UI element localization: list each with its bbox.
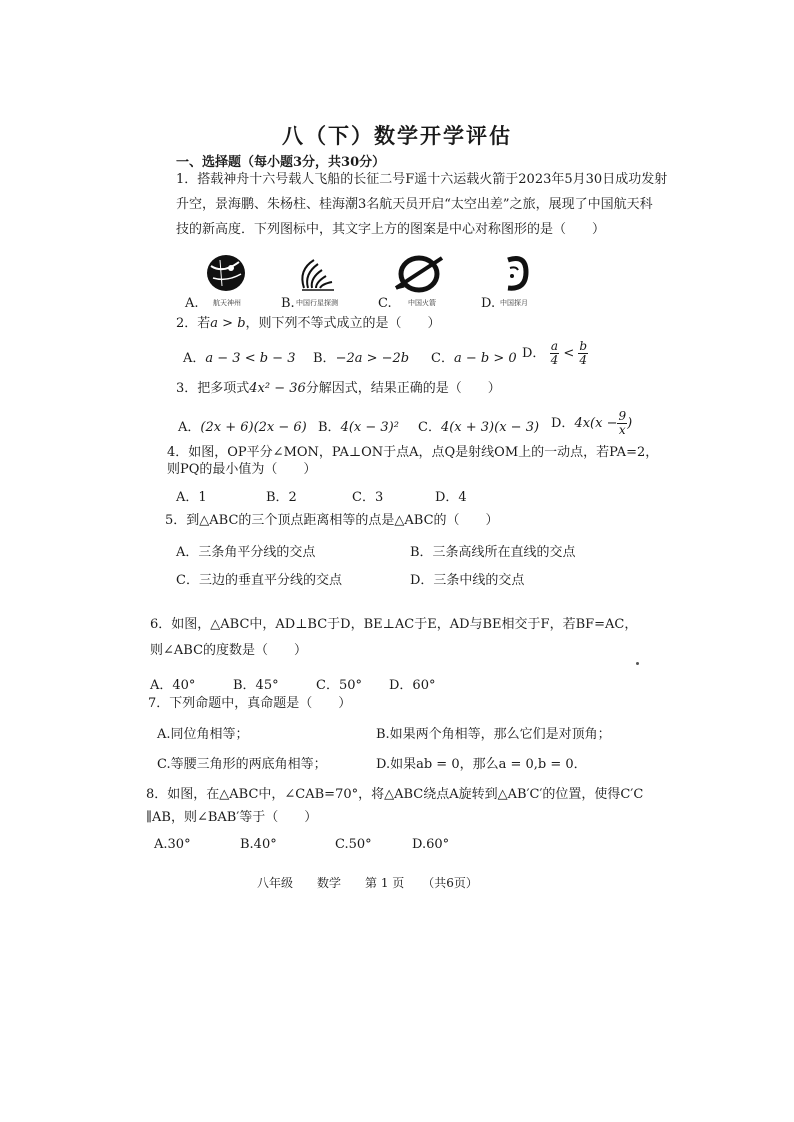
q6-line1: 6．如图，△ABC中，AD⊥BC于D，BE⊥AC于E，AD与BE相交于F，若BF=AC，: [150, 617, 638, 632]
q2-option-c: [431, 347, 517, 366]
q2-stem-math: a > b: [210, 316, 246, 331]
q2-stem: [176, 316, 441, 332]
q2-stem-prefix: 2．若: [176, 316, 211, 331]
q1-option-a-label: A.: [185, 296, 199, 311]
section-heading: 一、选择题（每小题3分，共30分）: [176, 155, 386, 170]
q3-option-d-label: D．: [551, 416, 575, 431]
q3-option-d-frac: $\frac{9}{x}$: [618, 409, 627, 437]
q3-stem-prefix: 3．把多项式: [176, 381, 250, 396]
q5-option-b: B．三条高线所在直线的交点: [410, 545, 576, 560]
q3-option-a: [178, 416, 307, 435]
q6-option-c: C．50°: [316, 678, 362, 693]
q6-option-b: B．45°: [233, 678, 279, 693]
q5-option-a: A．三条角平分线的交点: [176, 545, 316, 560]
logo-c-icon: [394, 252, 444, 300]
q1-option-c-label: C.: [378, 296, 392, 311]
q2-option-d-label: D．: [522, 346, 546, 361]
q7-option-d: D.如果ab = 0，那么a = 0,b = 0．: [376, 757, 587, 772]
page-title: 八（下）数学开学评估: [282, 123, 512, 148]
q2-option-b-math: −2a > −2b: [335, 351, 410, 366]
q2-stem-suffix: ，则下列不等式成立的是（ ）: [245, 316, 441, 331]
q1-option-b-caption: 中国行星探测: [296, 299, 338, 307]
q1-option-d-caption: 中国探月: [500, 299, 528, 307]
q3-option-c-label: C．: [418, 420, 441, 435]
q2-option-b: [313, 347, 409, 366]
logo-a-icon: [203, 252, 249, 298]
q8-option-c: C.50°: [335, 837, 372, 852]
q7-stem: 7．下列命题中，真命题是（ ）: [148, 696, 352, 711]
q2-option-a-math: a − 3 < b − 3: [205, 351, 296, 366]
q3-option-d-math-pre: 4x(x −: [574, 416, 618, 431]
q1-line3: 技的新高度．下列图标中，其文字上方的图案是中心对称图形的是（ ）: [176, 222, 606, 237]
q3-option-b-label: B．: [318, 420, 341, 435]
q2-option-d: [522, 340, 588, 367]
q8-option-a: A.30°: [154, 837, 191, 852]
q2-option-c-math: a − b > 0: [453, 351, 517, 366]
q8-line1: 8．如图，在△ABC中，∠CAB=70°，将△ABC绕点A旋转到△AB′C′的位置，使得C′C: [146, 787, 644, 802]
q4-line2: 则PQ的最小值为（ ）: [167, 462, 317, 477]
q4-line1: 4．如图，OP平分∠MON，PA⊥ON于点A，点Q是射线OM上的一动点，若PA=2，: [167, 445, 659, 460]
q4-option-a: A．1: [176, 490, 207, 505]
q2-option-d-frac2: $\frac{b}{4}$: [579, 339, 588, 367]
q4-option-d: D．4: [435, 490, 467, 505]
q5-stem: 5．到△ABC的三个顶点距离相等的点是△ABC的（ ）: [165, 513, 499, 528]
logo-d-icon: [496, 252, 536, 300]
q6-line2: 则∠ABC的度数是（ ）: [150, 643, 308, 658]
q3-option-a-label: A．: [178, 420, 201, 435]
q1-line1: 1．搭载神舟十六号载人飞船的长征二号F遥十六运载火箭于2023年5月30日成功发射: [176, 172, 668, 187]
q8-line2: ∥AB，则∠BAB′等于（ ）: [146, 810, 318, 825]
q8-option-b: B.40°: [240, 837, 277, 852]
scan-speck: [636, 662, 639, 665]
q3-option-b: [318, 416, 399, 435]
q3-option-d-math-post: ): [627, 416, 633, 431]
q4-option-c: C．3: [352, 490, 384, 505]
q3-option-a-math: (2x + 6)(2x − 6): [200, 420, 307, 435]
q7-option-b: B.如果两个角相等，那么它们是对顶角；: [376, 727, 611, 742]
q1-line2: 升空，景海鹏、朱杨柱、桂海潮3名航天员开启“太空出差”之旅，展现了中国航天科: [176, 197, 653, 212]
q1-option-d-label: D.: [481, 296, 496, 311]
q3-option-c-math: 4(x + 3)(x − 3): [440, 420, 540, 435]
q2-option-d-op: <: [563, 346, 575, 361]
q1-option-b-label: B.: [281, 296, 295, 311]
q3-option-b-math: 4(x − 3)²: [340, 420, 399, 435]
q3-stem-math: 4x² − 36: [249, 381, 306, 396]
q6-option-a: A．40°: [150, 678, 196, 693]
q3-option-c: [418, 416, 539, 435]
q3-option-d: [551, 410, 632, 437]
q2-option-c-label: C．: [431, 351, 454, 366]
q2-option-d-frac1: $\frac{a}{4}$: [550, 339, 559, 367]
q3-stem: [176, 381, 501, 397]
q7-option-c: C.等腰三角形的两底角相等；: [157, 757, 327, 772]
q2-option-a-label: A．: [183, 351, 206, 366]
q5-option-d: D．三条中线的交点: [410, 573, 525, 588]
logo-b-icon: [292, 252, 342, 300]
q8-option-d: D.60°: [412, 837, 450, 852]
q1-option-a-caption: 航天神州: [213, 299, 241, 307]
page-footer: 八年级 数学 第 1 页 （共6页）: [257, 876, 478, 890]
q4-option-b: B．2: [266, 490, 297, 505]
q2-option-a: [183, 347, 295, 366]
q2-option-b-label: B．: [313, 351, 336, 366]
q3-stem-suffix: 分解因式，结果正确的是（ ）: [305, 381, 501, 396]
q7-option-a: A.同位角相等；: [157, 727, 249, 742]
q1-option-c-caption: 中国火箭: [408, 299, 436, 307]
q6-option-d: D．60°: [389, 678, 436, 693]
q5-option-c: C．三边的垂直平分线的交点: [176, 573, 342, 588]
